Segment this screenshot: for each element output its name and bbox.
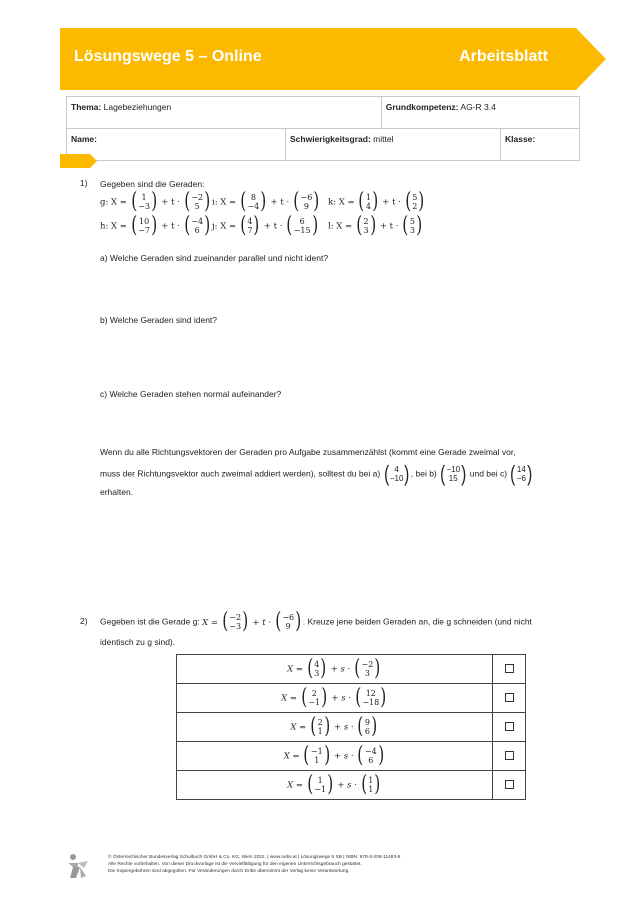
sum-vector-vc: ( 14 −6 ) [510,461,533,486]
line-k: k: X = ( 1 4 ) + t · ( 5 2 ) [328,189,425,214]
choice-checkbox-cell[interactable] [493,655,526,684]
name-cell: Name: [67,129,286,161]
task1-number: 1) [80,178,88,188]
choice-direction-vector: ( 9 6 ) [357,714,378,739]
sum-vector-vb: ( −10 15 ) [440,461,467,486]
g-point-vector: ( −2 −3 ) [221,609,249,634]
hint-paragraph [100,446,570,498]
line-g: g: X = ( 1 −3 ) + t · ( −2 5 ) [100,189,211,214]
task2-text: Gegeben ist die Gerade g: X = ( −2 −3 ) + t · ( −6 9 ) . Kreuze jene beiden Geraden an, die g schneiden (und nicht identisch zu g sind). [100,609,532,647]
topic-cell: Thema: Lagebeziehungen [67,97,382,129]
line-j: j: X = ( 4 7 ) + t · ( 6 −15 ) [212,213,318,238]
difficulty-cell: Schwierigkeitsgrad: mittel [286,129,501,161]
checkbox[interactable] [505,751,514,760]
choice-checkbox-cell[interactable] [493,742,526,771]
section-arrow [60,154,98,168]
point-vector: ( 4 7 ) [240,213,260,238]
choice-checkbox-cell[interactable] [493,771,526,800]
choice-equation: X = ( 4 3 ) + s · ( −2 3 ) [177,655,493,684]
choice-point-vector: ( 4 3 ) [306,656,327,681]
checkbox[interactable] [505,693,514,702]
banner-title: Lösungswege 5 – Online [74,48,262,65]
direction-vector: ( −6 9 ) [293,189,320,214]
choice-point-vector: ( 2 −1 ) [301,685,328,710]
task2-number: 2) [80,616,88,626]
choice-point-vector: ( 1 −1 ) [306,772,334,797]
direction-vector: ( 5 3 ) [402,213,423,238]
point-vector: ( 8 −4 ) [240,189,267,214]
choice-checkbox-cell[interactable] [493,684,526,713]
hint-line-2: muss der Richtungsvektor auch zweimal addiert werden), solltest du bei a) ( 4 −10 ) , bei b) ( −10 15 ) und bei c) ( 14 −6 ) [100,461,533,486]
choice-row [177,771,526,800]
line-l: l: X = ( 2 3 ) + t · ( 5 3 ) [328,213,423,238]
point-vector: ( 1 −3 ) [130,189,158,214]
choice-direction-vector: ( 12 −18 ) [355,685,387,710]
checkbox[interactable] [505,780,514,789]
direction-vector: ( −4 6 ) [183,213,211,238]
header-banner [60,28,588,90]
choice-row [177,713,526,742]
question-a: a) Welche Geraden sind zueinander parallel und nicht ident? [100,253,329,263]
question-b: b) Welche Geraden sind ident? [100,315,218,325]
checkbox[interactable] [505,722,514,731]
point-vector: ( 10 −7 ) [130,213,158,238]
competence-cell: Grundkompetenz: AG-R 3.4 [381,97,579,129]
hint-line-1: Wenn du alle Richtungsvektoren der Geraden pro Aufgabe zusammenzählst (kommt eine Gerade zweimal vor, [100,447,516,457]
sum-vector-va: ( 4 −10 ) [383,461,410,486]
choice-point-vector: ( −1 1 ) [303,743,330,768]
point-vector: ( 1 4 ) [358,189,379,214]
choice-row [177,742,526,771]
choice-row [177,684,526,713]
point-vector: ( 2 3 ) [356,213,376,238]
banner-worksheet-label: Arbeitsblatt [459,48,548,65]
hint-line-3: erhalten. [100,487,134,497]
choice-direction-vector: ( −4 6 ) [357,743,384,768]
choice-direction-vector: ( −2 3 ) [354,656,381,681]
footer-text: © Österreichischer Bundesverlag Schulbuch GmbH & Co. KG, Wien 2022. | www.oebv.at | Lösungswege 5 SB | ISBN: 978-3-209-11493-8 Alle Rechte vorbehalten. Von dieser Druckvorlage ist die Vervielfältigung für den eigenen Unterrichtsgebrauch gestattet. Die Kopiergebühren sind abgegolten. Für Veränderungen durch Dritte übernimmt der Verlag keine Verantwortung. [108,855,401,874]
task1-intro: Gegeben sind die Geraden: [100,179,205,189]
publisher-logo [64,852,94,882]
choice-equation: X = ( 1 −1 ) + s · ( 1 1 ) [177,771,493,800]
line-h: h: X = ( 10 −7 ) + t · ( −4 6 ) [100,213,211,238]
g-direction-vector: ( −6 9 ) [275,609,302,634]
checkbox[interactable] [505,664,514,673]
choice-point-vector: ( 2 1 ) [310,714,330,739]
choice-equation: X = ( 2 1 ) + s · ( 9 6 ) [177,713,493,742]
choices-table [176,654,526,800]
task2-line-g: X = ( −2 −3 ) + t · ( −6 9 ) [202,609,302,634]
choice-equation: X = ( −1 1 ) + s · ( −4 6 ) [177,742,493,771]
question-c: c) Welche Geraden stehen normal aufeinander? [100,389,282,399]
meta-table [66,96,580,161]
direction-vector: ( 5 2 ) [404,189,425,214]
choice-row [177,655,526,684]
choice-equation: X = ( 2 −1 ) + s · ( 12 −18 ) [177,684,493,713]
direction-vector: ( 6 −15 ) [286,213,318,238]
direction-vector: ( −2 5 ) [183,189,211,214]
choice-checkbox-cell[interactable] [493,713,526,742]
class-cell: Klasse: [501,129,580,161]
line-i: i: X = ( 8 −4 ) + t · ( −6 9 ) [212,189,320,214]
choice-direction-vector: ( 1 1 ) [360,772,381,797]
